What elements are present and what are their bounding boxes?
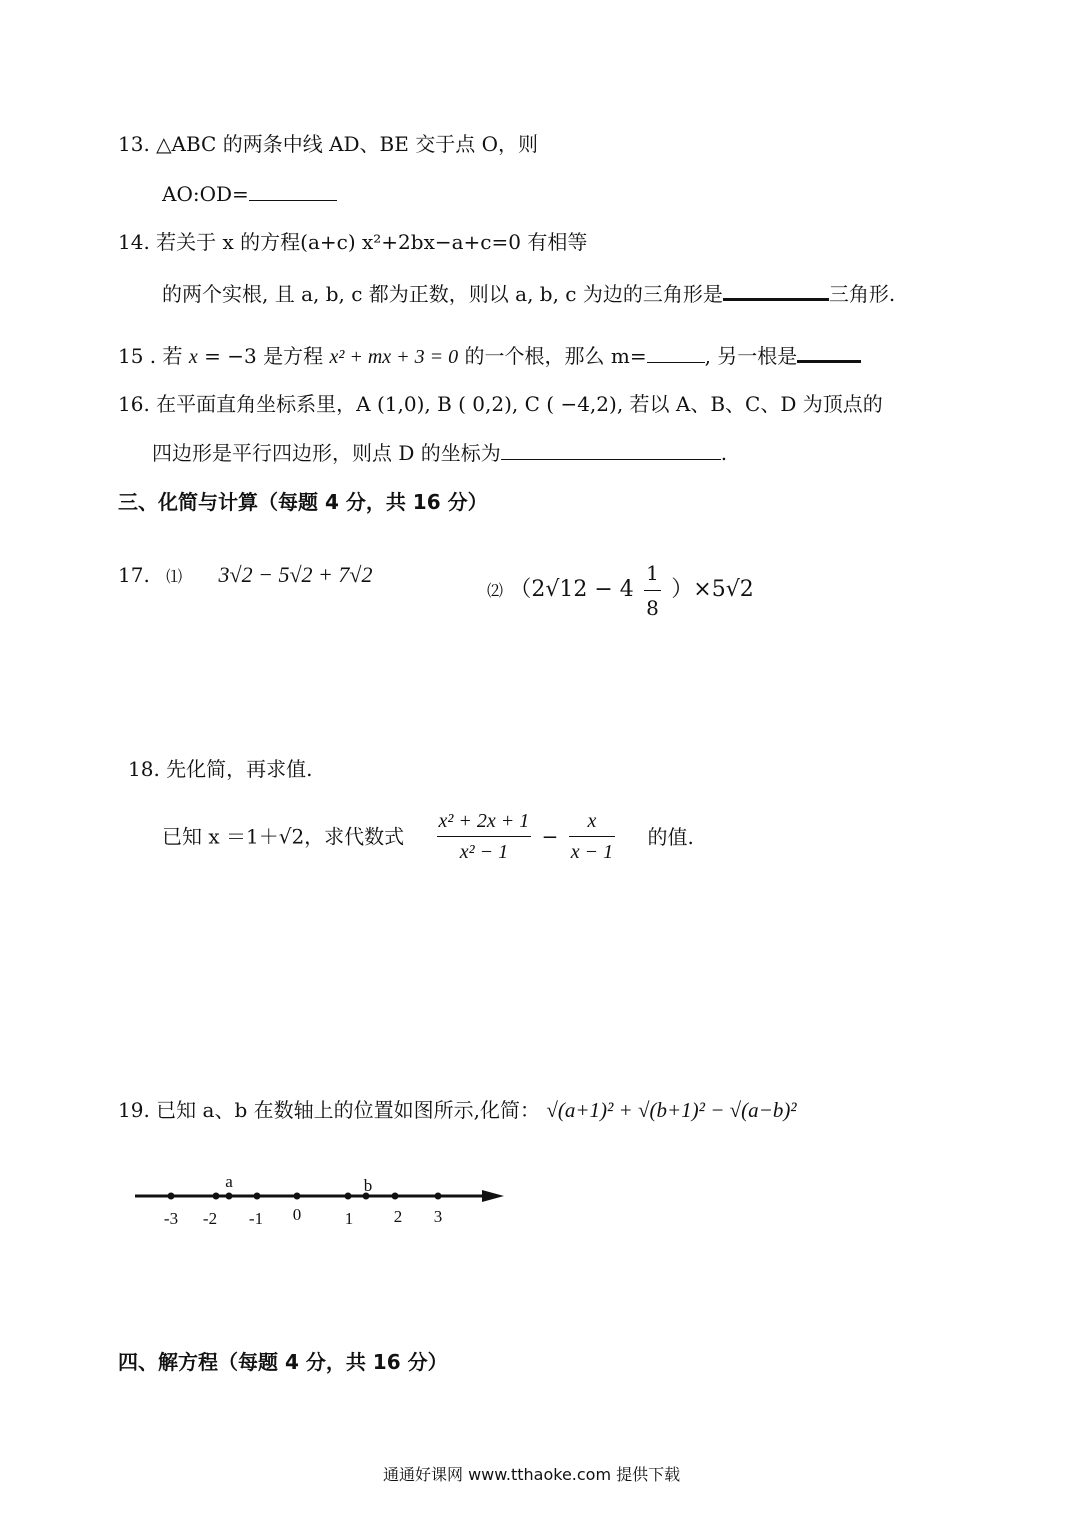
tick-label-1: 1 (344, 1209, 354, 1228)
tick-label-minus-3: -3 (163, 1209, 179, 1228)
q16-line2-text: 四边形是平行四边形，则点 D 的坐标为 (152, 441, 501, 465)
q19-line (118, 1097, 797, 1123)
q15-prefix: 15 . 若 (118, 344, 183, 368)
q18-minus: − (541, 824, 559, 849)
q17-part1-expr: 3√2 − 5√2 + 7√2 (218, 562, 373, 587)
q16-line2 (152, 439, 727, 466)
q18-fraction-2 (569, 806, 615, 867)
q14-line2 (162, 278, 895, 307)
q18-frac2-num: x (569, 806, 615, 837)
q17-part2-expr-a: （2√12 − 4 (509, 577, 634, 602)
q17-frac-den: 8 (646, 596, 659, 620)
q13-line2 (162, 180, 337, 207)
q19-text: 19. 已知 a、b 在数轴上的位置如图所示,化简： (118, 1098, 540, 1122)
q16-answer-blank[interactable] (501, 439, 721, 460)
q16-end: . (720, 441, 728, 465)
q14-line2-end: 三角形. (828, 282, 896, 306)
q13-answer-blank[interactable] (249, 180, 337, 201)
q16-line1: 16. 在平面直角坐标系里，A (1,0), B ( 0,2), C ( −4,2), 若以 A、B、C、D 为顶点的 (118, 392, 883, 416)
dot-0 (294, 1193, 301, 1200)
q17-part2-label: ⑵ (487, 581, 504, 600)
q14-line1: 14. 若关于 x 的方程(a+c) x²+2bx−a+c=0 有相等 (118, 230, 588, 254)
dot-1 (345, 1193, 352, 1200)
q14-answer-blank[interactable] (723, 278, 829, 301)
q17-number: 17. (118, 563, 150, 587)
q18-post: 的值. (647, 824, 694, 849)
dot-2 (392, 1193, 399, 1200)
tick-label-0: 0 (292, 1205, 302, 1224)
q15-equation: x² + mx + 3 = 0 (329, 346, 459, 368)
q15-line (118, 340, 861, 370)
tick-label-3: 3 (433, 1207, 443, 1226)
q18-frac2-den: x − 1 (570, 841, 614, 863)
q17-part1-label: ⑴ (166, 567, 183, 586)
q15-root-blank[interactable] (797, 340, 861, 363)
label-b: b (363, 1176, 373, 1195)
tick-label-2: 2 (393, 1207, 403, 1226)
q17-part2 (487, 556, 754, 625)
q15-root: = −3 是方程 (197, 344, 324, 368)
number-line (130, 1170, 530, 1230)
section-3-heading: 三、化简与计算（每题 4 分，共 16 分） (118, 490, 488, 514)
q15-m-blank[interactable] (647, 342, 705, 363)
q14-line2-text: 的两个实根, 且 a, b, c 都为正数，则以 a, b, c 为边的三角形是 (162, 282, 723, 306)
number-line-arrow (482, 1190, 504, 1202)
q15-sep: , 另一根是 (704, 344, 798, 368)
dot-minus-2 (213, 1193, 220, 1200)
q18-expr-line (162, 806, 694, 867)
dot-3 (435, 1193, 442, 1200)
q17-fraction (644, 556, 661, 625)
tick-label-minus-1: -1 (248, 1209, 264, 1228)
page-footer: 通通好课网 www.tthaoke.com 提供下载 (383, 1465, 681, 1484)
q18-fraction-1 (437, 806, 532, 867)
q13-line1: 13. △ABC 的两条中线 AD、BE 交于点 O，则 (118, 132, 538, 156)
q17-line (118, 562, 372, 590)
q18-frac1-num: x² + 2x + 1 (437, 806, 532, 837)
q18-frac1-den: x² − 1 (459, 841, 509, 863)
q15-x: x (188, 346, 198, 368)
q18-title: 18. 先化简，再求值. (128, 757, 313, 781)
q17-frac-num: 1 (644, 556, 661, 591)
q18-given: 已知 x ＝1＋√2，求代数式 (162, 824, 405, 849)
tick-label-minus-2: -2 (202, 1209, 218, 1228)
dot-minus-3 (168, 1193, 175, 1200)
dot-a (226, 1193, 233, 1200)
section-4-heading: 四、解方程（每题 4 分，共 16 分） (118, 1350, 448, 1374)
dot-minus-1 (254, 1193, 261, 1200)
q15-mid: 的一个根，那么 m= (464, 344, 647, 368)
q19-expression: √(a+1)² + √(b+1)² − √(a−b)² (546, 1098, 797, 1122)
q13-answer-label: AO:OD= (162, 182, 249, 206)
label-a: a (225, 1172, 233, 1191)
q17-part2-expr-b: ）×5√2 (671, 577, 754, 602)
